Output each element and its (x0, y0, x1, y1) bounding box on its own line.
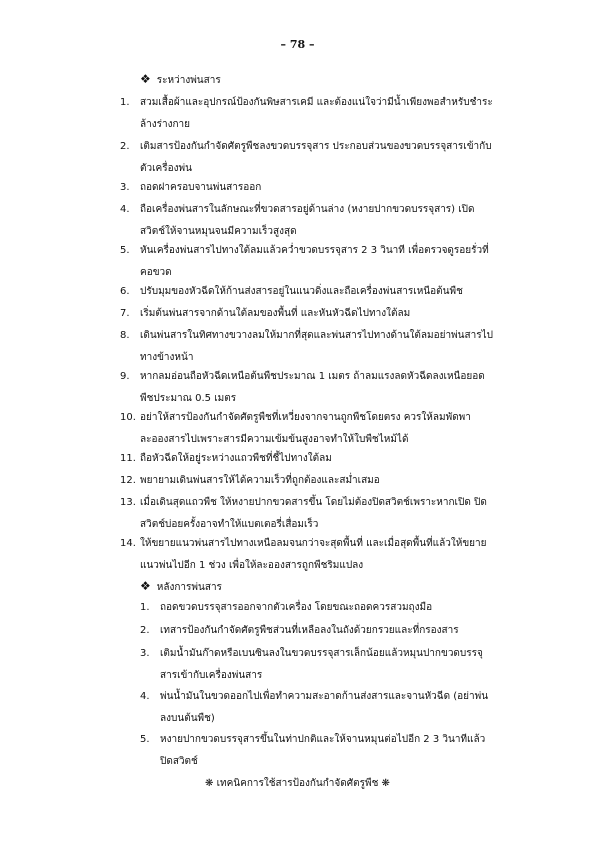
section-heading-text: หลังการพ่นสาร (156, 582, 222, 593)
item-text: สวมเสื้อผ้าและอุปกรณ์ป้องกันพิษสารเคมี และต้องแน่ใจว่ามีน้ำเพียงพอสำหรับชำระล้างร่างกาย (140, 97, 493, 130)
item-text: เมื่อเดินสุดแถวพืช ให้หงายปากขวดสารขึ้น โดยไม่ต้องปิดสวิตช์เพราะหากเปิด ปิดสวิตช์บ่อยครั้งอาจทำให้แบตเตอรี่เสื่อมเร็ว (140, 497, 487, 530)
item-text: เริ่มต้นพ่นสารจากด้านใต้ลมของพื้นที่ และหันหัวฉีดไปทางใต้ลม (140, 308, 411, 319)
footer-note: ❋ เทคนิคการใช้สารป้องกันกำจัดศัตรูพืช ❋ (205, 778, 390, 789)
list-item (120, 199, 495, 243)
list-item (120, 303, 495, 325)
item-text: อย่าให้สารป้องกันกำจัดศัตรูพืชที่เหวี่ยงจากจานถูกพืชโดยตรง ควรให้ลมพัดพาละอองสารไปเพราะสารมีความเข้มข้นสูงอาจทำให้ใบพืชไหม้ได้ (140, 412, 471, 445)
list-item (120, 325, 495, 369)
item-text: หงายปากขวดบรรจุสารขึ้นในท่าปกติและให้จานหมุนต่อไปอีก 2 3 วินาทีแล้วปิดสวิตช์ (160, 734, 486, 767)
item-number: 6. (120, 286, 130, 297)
list-item (120, 136, 495, 180)
item-number: 8. (120, 330, 130, 341)
item-number: 12. (120, 475, 136, 486)
item-text: พยายามเดินพ่นสารให้ได้ความเร็วที่ถูกต้องและสม่ำเสมอ (140, 475, 380, 486)
item-text: หากลมอ่อนถือหัวฉีดเหนือต้นพืชประมาณ 1 เมตร ถ้าลมแรงลดหัวฉีดลงเหนือยอดพืชประมาณ 0.5 เมตร (140, 371, 485, 404)
item-number: 3. (120, 182, 130, 193)
item-text: ปรับมุมของหัวฉีดให้ก้านส่งสารอยู่ในแนวดิ่งและถือเครื่องพ่นสารเหนือต้นพืช (140, 286, 463, 297)
item-number: 10. (120, 412, 136, 423)
list-item (120, 492, 495, 536)
item-number: 14. (120, 538, 136, 549)
item-number: 5. (120, 245, 130, 256)
item-text: เดินพ่นสารในทิศทางขวางลมให้มากที่สุดและพ่นสารไปทางด้านใต้ลมอย่าพ่นสารไปทางข้างหน้า (140, 330, 493, 363)
list-item (140, 729, 495, 773)
item-text: หันเครื่องพ่นสารไปทางใต้ลมแล้วคว่ำขวดบรรจุสาร 2 3 วินาที เพื่อตรวจดูรอยรั่วที่คอขวด (140, 245, 489, 278)
item-text: ถือหัวฉีดให้อยู่ระหว่างแถวพืชที่ชี้ไปทางใต้ลม (140, 453, 332, 464)
item-number: 2. (120, 141, 130, 152)
item-text: เติมสารป้องกันกำจัดศัตรูพืชลงขวดบรรจุสาร ประกอบส่วนของขวดบรรจุสารเข้ากับตัวเครื่องพ่น (140, 141, 492, 174)
section-heading-after-spraying (140, 579, 222, 595)
diamond-bullet-icon: ❖ (140, 72, 151, 86)
list-item (120, 366, 495, 410)
item-number: 13. (120, 497, 136, 508)
list-item (120, 448, 495, 470)
item-number: 1. (120, 97, 130, 108)
item-number: 1. (140, 602, 150, 613)
item-number: 3. (140, 648, 150, 659)
item-number: 5. (140, 734, 150, 745)
list-item (140, 643, 495, 687)
list-item (120, 177, 495, 199)
item-text: ถือเครื่องพ่นสารในลักษณะที่ขวดสารอยู่ด้านล่าง (หงายปากขวดบรรจุสาร) เปิดสวิตช์ให้จานหมุนจนมีความเร็วสูงสุด (140, 204, 475, 237)
list-item (120, 281, 495, 303)
item-number: 11. (120, 453, 136, 464)
item-text: เทสารป้องกันกำจัดศัตรูพืชส่วนที่เหลือลงในถังด้วยกรวยและที่กรองสาร (160, 625, 459, 636)
section-heading-text: ระหว่างพ่นสาร (156, 75, 221, 86)
list-item (120, 240, 495, 284)
list-item (140, 686, 495, 730)
list-item (120, 407, 495, 451)
list-item (140, 620, 495, 642)
item-number: 4. (120, 204, 130, 215)
list-item (140, 597, 495, 619)
item-text: ถอดขวดบรรจุสารออกจากตัวเครื่อง โดยขณะถอดควรสวมถุงมือ (160, 602, 433, 613)
list-item (120, 533, 495, 577)
item-number: 4. (140, 691, 150, 702)
list-item (120, 92, 495, 136)
item-text: ถอดฝาครอบจานพ่นสารออก (140, 182, 262, 193)
section-heading-during-spraying (140, 72, 221, 88)
item-number: 7. (120, 308, 130, 319)
page-number: – 78 – (280, 38, 315, 51)
item-text: ให้ขยายแนวพ่นสารไปทางเหนือลมจนกว่าจะสุดพื้นที่ และเมื่อสุดพื้นที่แล้วให้ขยายแนวพ่นไปอีก 1 ช่วง เพื่อให้ละอองสารถูกพืชริมแปลง (140, 538, 487, 571)
item-number: 9. (120, 371, 130, 382)
item-text: พ่นน้ำมันในขวดออกไปเพื่อทำความสะอาดก้านส่งสารและจานหัวฉีด (อย่าพ่นลงบนต้นพืช) (160, 691, 489, 724)
diamond-bullet-icon: ❖ (140, 579, 151, 593)
item-text: เติมน้ำมันก๊าดหรือเบนซินลงในขวดบรรจุสารเล็กน้อยแล้วหมุนปากขวดบรรจุสารเข้ากับเครื่องพ่นสาร (160, 648, 483, 681)
item-number: 2. (140, 625, 150, 636)
list-item (120, 470, 495, 492)
